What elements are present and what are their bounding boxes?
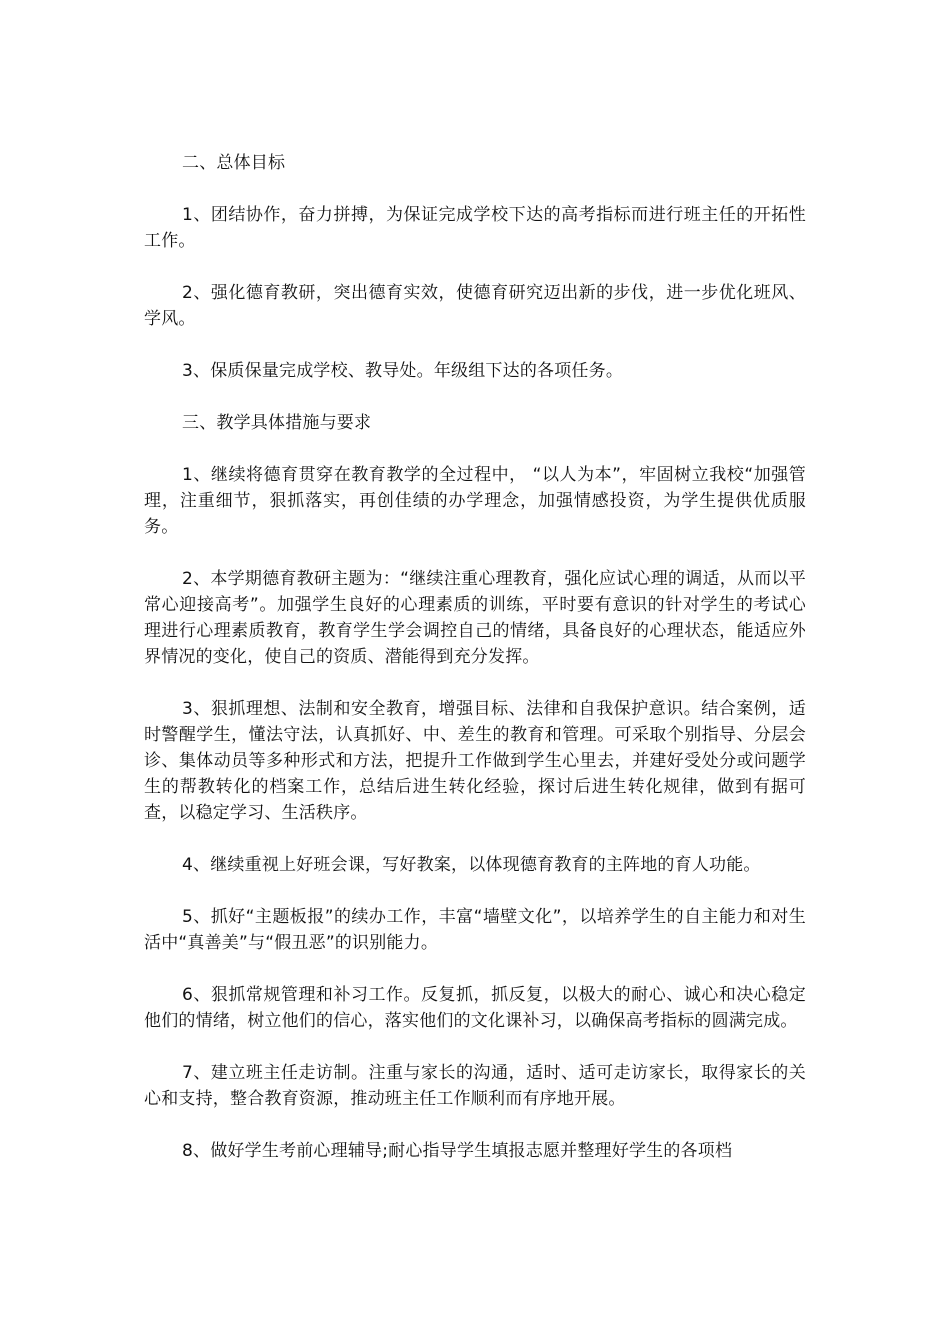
measure-item-5: 5、抓好“主题板报”的续办工作，丰富“墙壁文化”，以培养学生的自主能力和对生活中“真善美”与“假丑恶”的识别能力。 bbox=[144, 907, 806, 953]
goal-item-2: 2、强化德育教研，突出德育实效，使德育研究迈出新的步伐，进一步优化班风、学风。 bbox=[144, 283, 806, 329]
measure-item-2: 2、本学期德育教研主题为：“继续注重心理教育，强化应试心理的调适，从而以平常心迎接高考”。加强学生良好的心理素质的训练，平时要有意识的针对学生的考试心理进行心理素质教育，教育学生学会调控自己的情绪，具备良好的心理状态，能适应外界情况的变化，使自己的资质、潜能得到充分发挥。 bbox=[144, 569, 806, 667]
section-heading-teaching-measures: 三、教学具体措施与要求 bbox=[182, 413, 372, 433]
measure-item-8: 8、做好学生考前心理辅导;耐心指导学生填报志愿并整理好学生的各项档 bbox=[182, 1141, 733, 1161]
goal-item-3: 3、保质保量完成学校、教导处。年级组下达的各项任务。 bbox=[182, 361, 624, 381]
measure-item-4: 4、继续重视上好班会课，写好教案，以体现德育教育的主阵地的育人功能。 bbox=[182, 855, 761, 875]
document-body bbox=[144, 150, 806, 1190]
measure-item-1: 1、继续将德育贯穿在教育教学的全过程中， “以人为本”，牢固树立我校“加强管理，注重细节，狠抓落实，再创佳绩的办学理念，加强情感投资，为学生提供优质服务。 bbox=[144, 465, 806, 537]
measure-item-6: 6、狠抓常规管理和补习工作。反复抓，抓反复，以极大的耐心、诚心和决心稳定他们的情绪，树立他们的信心，落实他们的文化课补习，以确保高考指标的圆满完成。 bbox=[144, 985, 806, 1031]
measure-item-3: 3、狠抓理想、法制和安全教育，增强目标、法律和自我保护意识。结合案例，适时警醒学生，懂法守法，认真抓好、中、差生的教育和管理。可采取个别指导、分层会诊、集体动员等多种形式和方法，把提升工作做到学生心里去，并建好受处分或问题学生的帮教转化的档案工作，总结后进生转化经验，探讨后进生转化规律，做到有据可查，以稳定学习、生活秩序。 bbox=[144, 699, 806, 823]
goal-item-1: 1、团结协作，奋力拼搏，为保证完成学校下达的高考指标而进行班主任的开拓性工作。 bbox=[144, 205, 806, 251]
section-heading-overall-goals: 二、总体目标 bbox=[182, 153, 286, 173]
measure-item-7: 7、建立班主任走访制。注重与家长的沟通，适时、适可走访家长，取得家长的关心和支持，整合教育资源，推动班主任工作顺利而有序地开展。 bbox=[144, 1063, 806, 1109]
